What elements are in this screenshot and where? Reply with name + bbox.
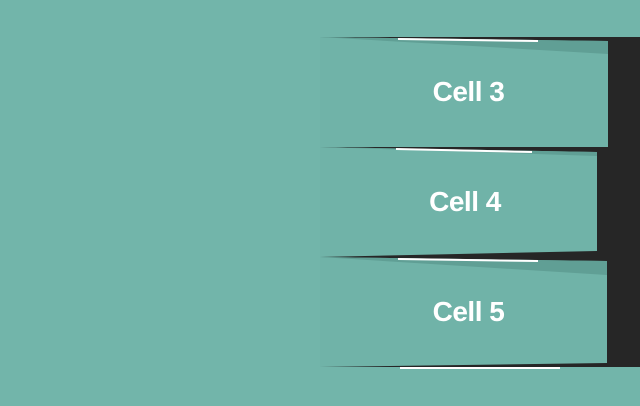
cell-3-label: Cell 3 bbox=[432, 76, 505, 107]
cell-3[interactable] bbox=[320, 37, 607, 147]
cell-5[interactable] bbox=[320, 257, 607, 367]
cell-4-label: Cell 4 bbox=[429, 186, 501, 217]
cell-4[interactable] bbox=[320, 147, 597, 257]
cell-5-label: Cell 5 bbox=[432, 296, 505, 327]
